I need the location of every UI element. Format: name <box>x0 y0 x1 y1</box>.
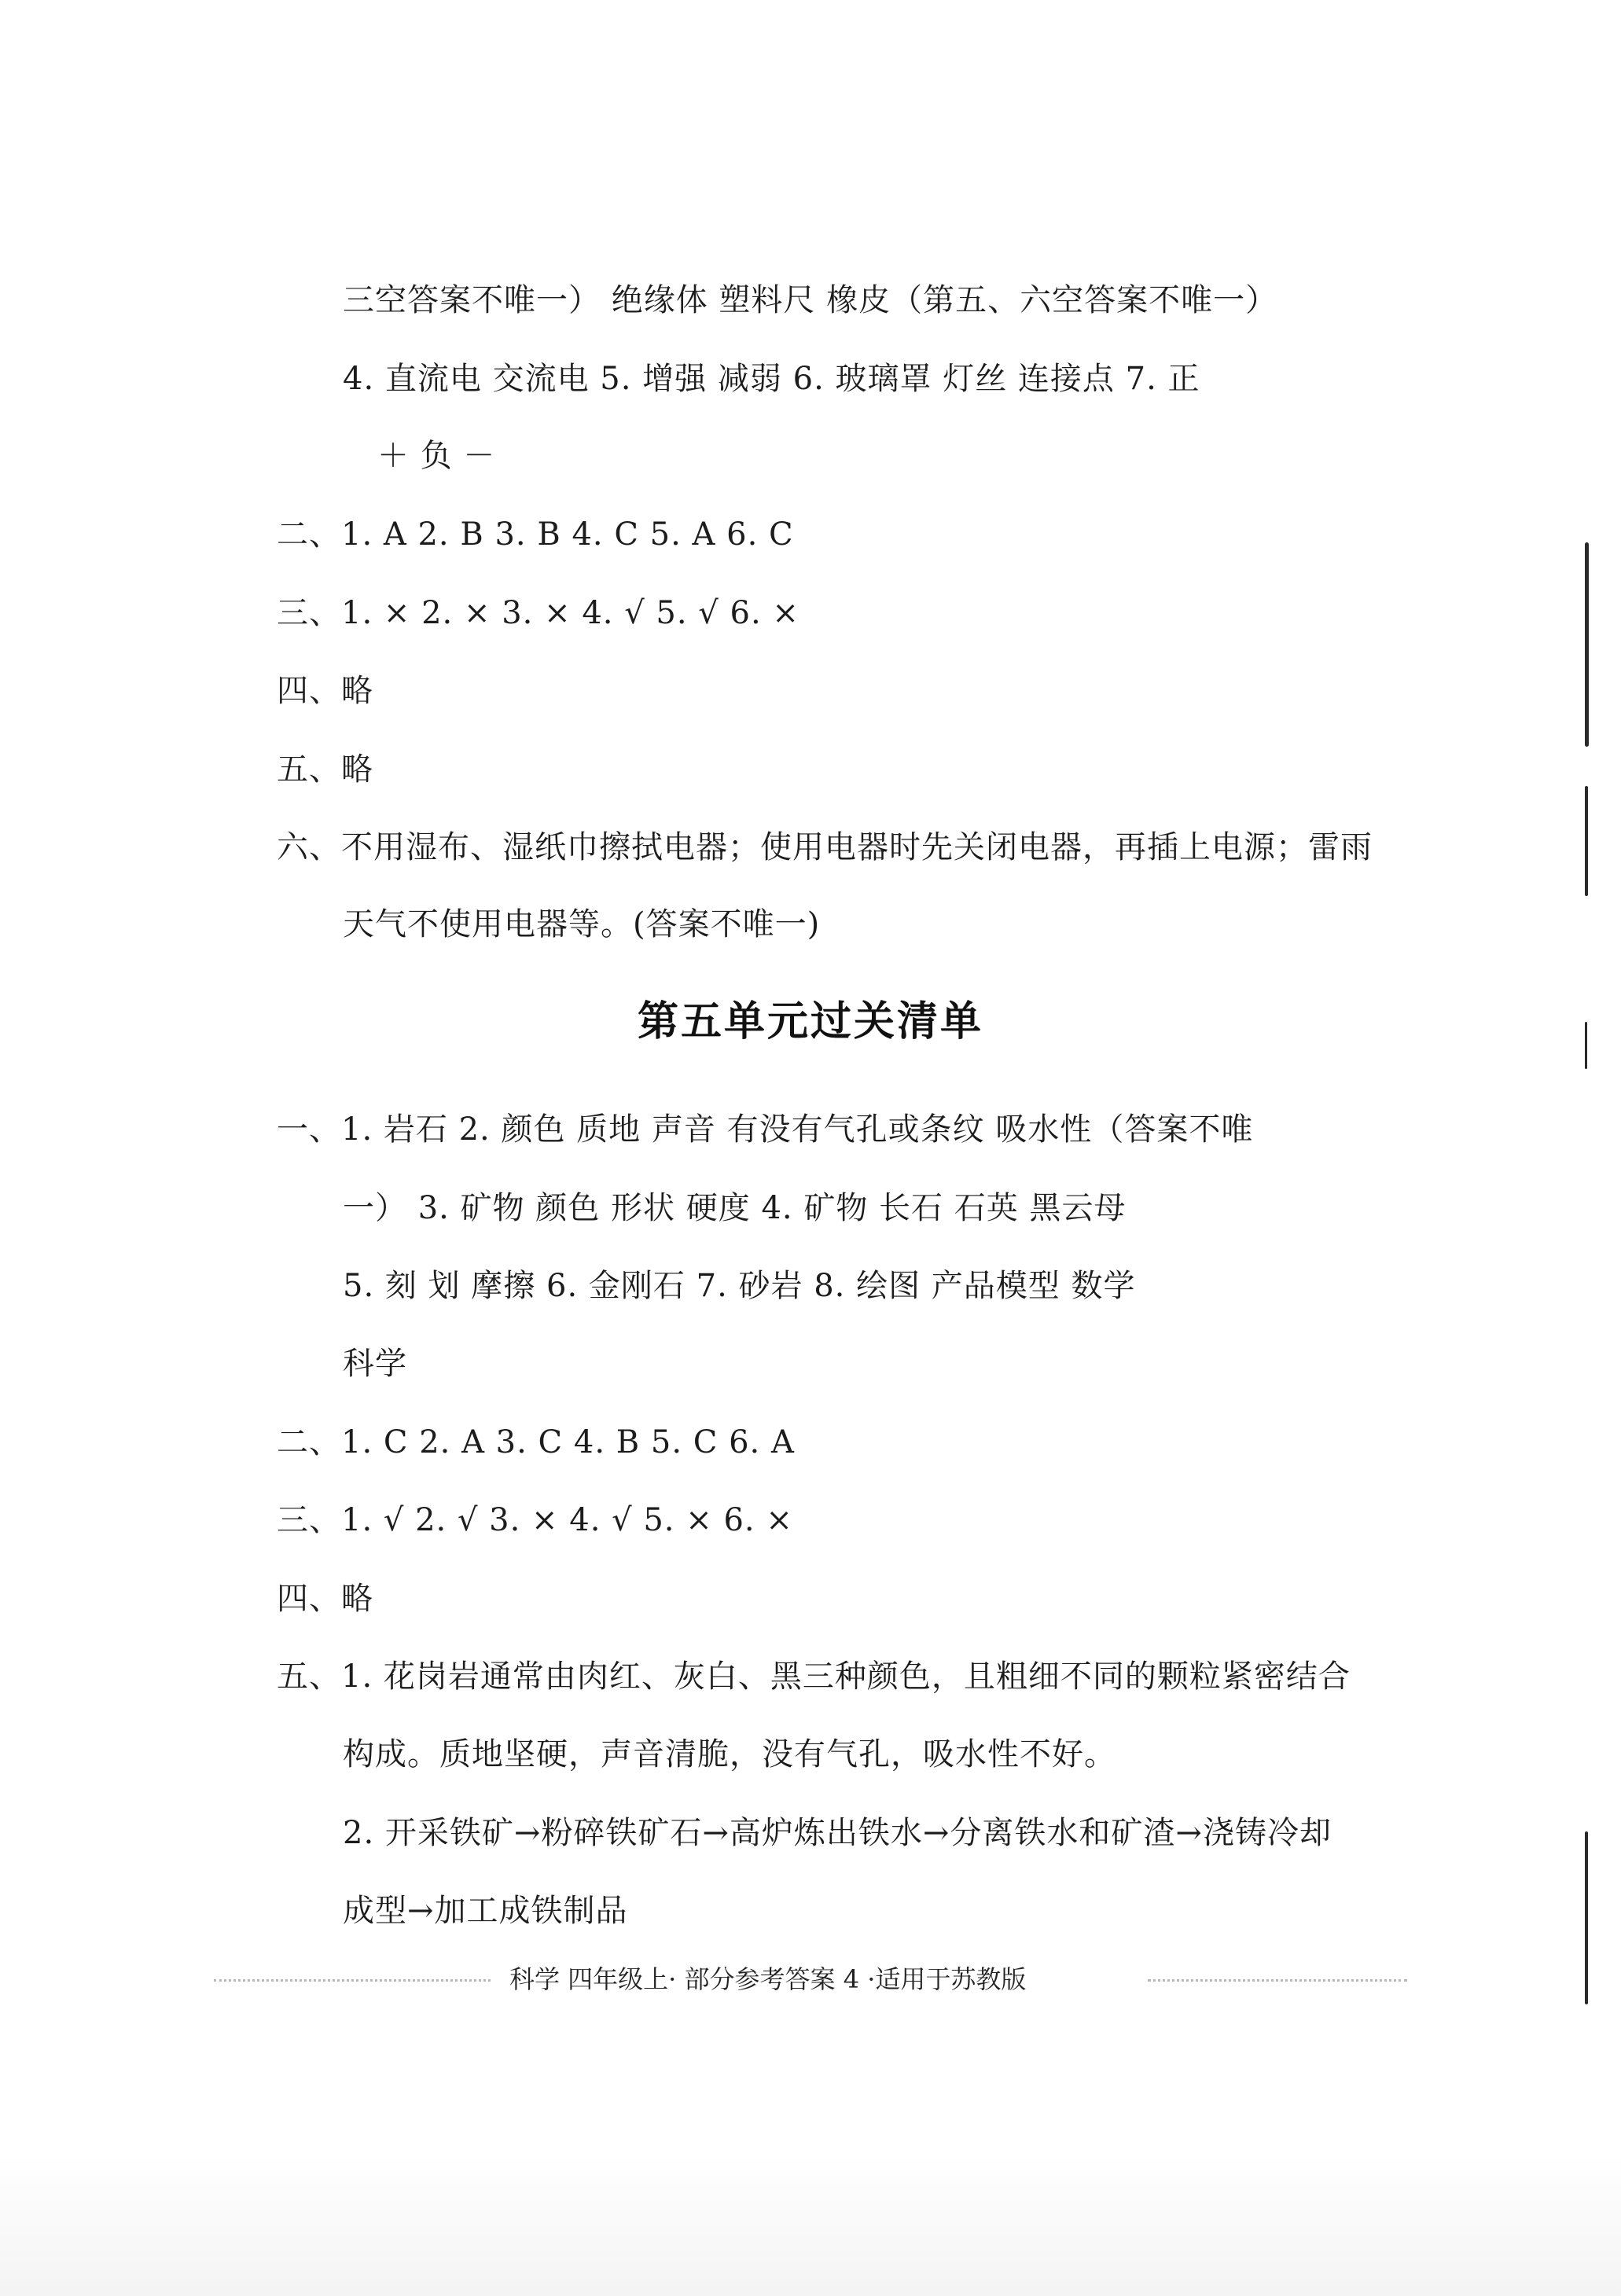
footer-divider <box>1148 1979 1407 1982</box>
answer-line: 2. 开采铁矿→粉碎铁矿石→高炉炼出铁水→分离铁水和矿渣→浇铸冷却 <box>343 1815 1332 1851</box>
scan-shade <box>0 2154 1621 2296</box>
scan-edge-mark <box>1585 786 1588 896</box>
answer-line: 五、1. 花岗岩通常由肉红、灰白、黑三种颜色，且粗细不同的颗粒紧密结合 <box>277 1659 1351 1695</box>
answer-line: 二、1. C 2. A 3. C 4. B 5. C 6. A <box>277 1424 795 1460</box>
page-footer <box>214 1962 1407 1997</box>
footer-divider <box>214 1979 491 1982</box>
scan-edge-mark <box>1585 1831 1588 2004</box>
answer-line: 一） 3. 矿物 颜色 形状 硬度 4. 矿物 长石 石英 黑云母 <box>343 1190 1127 1226</box>
answer-line: 四、略 <box>277 673 373 709</box>
answer-line: 科学 <box>343 1346 407 1382</box>
answer-line: 5. 刻 划 摩擦 6. 金刚石 7. 砂岩 8. 绘图 产品模型 数学 <box>343 1268 1136 1304</box>
answer-line: 4. 直流电 交流电 5. 增强 减弱 6. 玻璃罩 灯丝 连接点 7. 正 <box>343 361 1200 397</box>
scan-edge-mark <box>1585 542 1589 747</box>
scan-edge-mark <box>1585 1022 1587 1069</box>
footer-text: 科学 四年级上· 部分参考答案 4 ·适用于苏教版 <box>509 1964 1027 1994</box>
answer-line: 一、1. 岩石 2. 颜色 质地 声音 有没有气孔或条纹 吸水性（答案不唯 <box>277 1111 1254 1148</box>
answer-line: 三、1. × 2. × 3. × 4. √ 5. √ 6. × <box>277 595 799 631</box>
answer-line: 四、略 <box>277 1581 373 1617</box>
answer-line: 五、略 <box>277 751 373 788</box>
answer-line: 成型→加工成铁制品 <box>343 1893 628 1929</box>
section-title: 第五单元过关清单 <box>637 998 983 1045</box>
answer-line: 二、1. A 2. B 3. B 4. C 5. A 6. C <box>277 516 794 553</box>
answer-line: ＋ 负 － <box>377 438 496 474</box>
answer-line: 三、1. √ 2. √ 3. × 4. √ 5. × 6. × <box>277 1502 793 1538</box>
answer-line: 构成。质地坚硬，声音清脆，没有气孔，吸水性不好。 <box>343 1736 1116 1773</box>
answer-line: 天气不使用电器等。(答案不唯一) <box>343 906 821 942</box>
answer-line: 六、不用湿布、湿纸巾擦拭电器；使用电器时先关闭电器，再插上电源；雷雨 <box>277 829 1373 865</box>
answer-line: 三空答案不唯一） 绝缘体 塑料尺 橡皮（第五、六空答案不唯一） <box>343 282 1278 318</box>
